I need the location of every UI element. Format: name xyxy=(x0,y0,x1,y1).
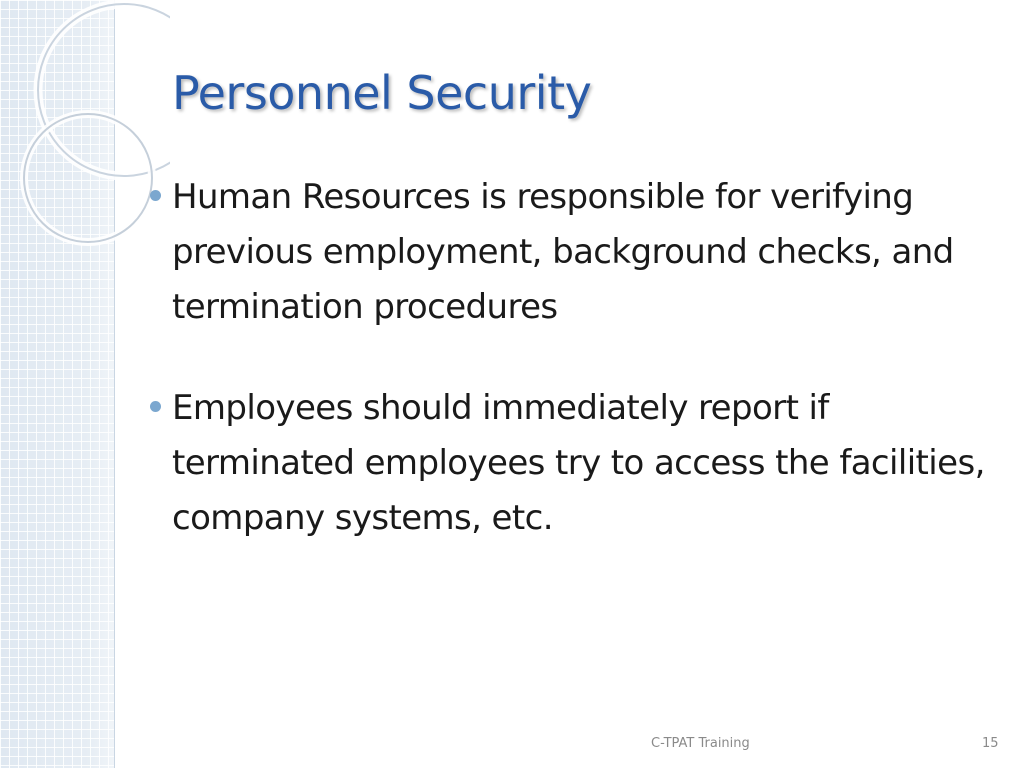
bullet-marker-icon xyxy=(150,401,161,412)
bullet-marker-icon xyxy=(150,190,161,201)
decorative-arcs xyxy=(0,0,170,320)
bullet-text: Employees should immediately report if terminated employees try to access the facilities, company systems, etc. xyxy=(172,388,985,538)
slide-title: Personnel Security xyxy=(172,66,592,120)
bullet-item xyxy=(150,170,1000,335)
bullet-text: Human Resources is responsible for verifying previous employment, background checks, and termination procedures xyxy=(172,177,954,327)
bullet-item xyxy=(150,381,1000,546)
bullet-list xyxy=(150,170,1000,592)
footer-text: C-TPAT Training xyxy=(651,736,750,751)
page-number: 15 xyxy=(982,736,999,751)
